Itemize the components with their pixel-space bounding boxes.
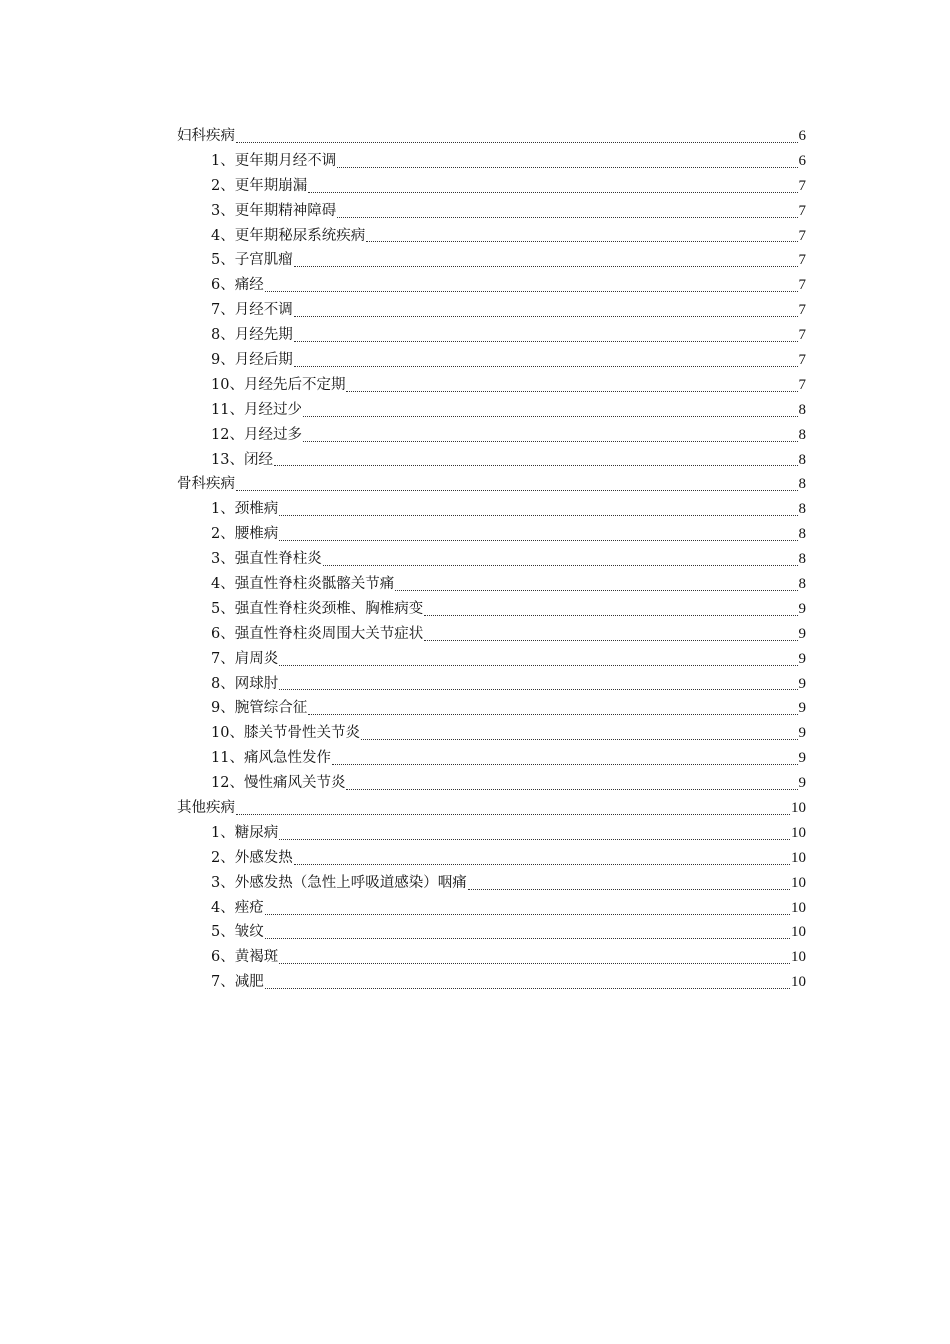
page-number: 10	[791, 874, 806, 891]
toc-entry-title: 5、皱纹	[211, 924, 264, 941]
toc-entry-row[interactable]	[177, 771, 806, 796]
toc-entry-title: 9、月经后期	[211, 352, 293, 368]
dot-leader	[308, 696, 797, 721]
toc-entry-title: 12、月经过多	[211, 426, 302, 443]
toc-entry-row[interactable]	[177, 896, 806, 921]
page-number: 7	[798, 227, 806, 244]
page-number: 8	[798, 476, 806, 493]
toc-entry-title: 2、外感发热	[211, 849, 293, 866]
page-number: 7	[798, 252, 806, 269]
toc-entry-title: 12、慢性痛风关节炎	[211, 775, 346, 792]
page-number: 10	[791, 849, 806, 866]
page-number: 9	[798, 600, 806, 617]
dot-leader	[236, 124, 798, 149]
dot-leader	[303, 423, 798, 448]
toc-entry-title: 5、强直性脊柱炎颈椎、胸椎病变	[211, 600, 424, 617]
toc-entry-title: 3、外感发热（急性上呼吸道感染）咽痛	[211, 874, 467, 891]
toc-entry-title: 3、更年期精神障碍	[211, 202, 337, 219]
dot-leader	[294, 348, 798, 373]
dot-leader	[346, 373, 797, 398]
dot-leader	[332, 746, 798, 771]
toc-entry-row[interactable]	[177, 647, 806, 672]
dot-leader	[424, 597, 797, 622]
page-number: 7	[798, 177, 806, 194]
page-number: 10	[791, 899, 806, 916]
toc-entry-row[interactable]	[177, 945, 806, 970]
page-number: 9	[798, 625, 806, 642]
toc-entry-title: 5、子宫肌瘤	[211, 252, 293, 269]
toc-entry-row[interactable]	[177, 224, 806, 249]
toc-entry-row[interactable]	[177, 721, 806, 746]
dot-leader	[361, 721, 798, 746]
page-number: 9	[798, 775, 806, 792]
toc-entry-row[interactable]	[177, 846, 806, 871]
toc-entry-row[interactable]	[177, 248, 806, 273]
toc-entry-row[interactable]	[177, 746, 806, 771]
dot-leader	[468, 871, 790, 896]
page-number: 8	[798, 501, 806, 518]
dot-leader	[308, 174, 797, 199]
toc-entry-row[interactable]	[177, 448, 806, 473]
dot-leader	[265, 970, 790, 995]
toc-entry-title: 4、强直性脊柱炎骶髂关节痛	[211, 576, 395, 593]
toc-entry-row[interactable]	[177, 298, 806, 323]
dot-leader	[265, 273, 798, 298]
toc-entry-row[interactable]	[177, 149, 806, 174]
toc-section-title: 妇科疾病	[177, 127, 235, 144]
toc-section-title: 其他疾病	[177, 800, 235, 817]
toc-entry-title: 11、痛风急性发作	[211, 750, 331, 767]
toc-entry-row[interactable]	[177, 871, 806, 896]
dot-leader	[323, 547, 798, 572]
dot-leader	[279, 647, 797, 672]
toc-entry-row[interactable]	[177, 970, 806, 995]
dot-leader	[337, 149, 797, 174]
toc-entry-row[interactable]	[177, 348, 806, 373]
page-number: 8	[798, 526, 806, 543]
toc-entry-title: 8、月经先期	[211, 327, 293, 344]
dot-leader	[337, 199, 797, 224]
dot-leader	[236, 472, 798, 497]
dot-leader	[236, 796, 790, 821]
page-number: 9	[798, 675, 806, 692]
page-number: 9	[798, 725, 806, 742]
dot-leader	[265, 896, 790, 921]
dot-leader	[395, 572, 797, 597]
dot-leader	[303, 398, 798, 423]
page-number: 9	[798, 650, 806, 667]
dot-leader	[294, 248, 798, 273]
toc-entry-title: 6、强直性脊柱炎周围大关节症状	[211, 625, 424, 642]
page-number: 8	[798, 426, 806, 443]
dot-leader	[279, 522, 797, 547]
toc-entry-title: 10、膝关节骨性关节炎	[211, 725, 360, 742]
toc-entry-row[interactable]	[177, 522, 806, 547]
toc-entry-title: 1、颈椎病	[211, 501, 279, 518]
toc-entry-title: 8、网球肘	[211, 675, 279, 692]
dot-leader	[279, 672, 797, 697]
page-number: 10	[791, 949, 806, 966]
page-number: 8	[798, 451, 806, 468]
dot-leader	[274, 448, 798, 473]
toc-entry-title: 2、更年期崩漏	[211, 177, 308, 194]
toc-entry-row[interactable]	[177, 199, 806, 224]
page-number: 7	[798, 202, 806, 219]
toc-entry-title: 11、月经过少	[211, 401, 302, 418]
toc-entry-title: 6、痛经	[211, 277, 264, 294]
toc-entry-row[interactable]	[177, 273, 806, 298]
dot-leader	[294, 298, 798, 323]
page-number: 7	[798, 277, 806, 294]
page-number: 7	[798, 352, 806, 368]
toc-entry-row[interactable]	[177, 821, 806, 846]
dot-leader	[366, 224, 797, 249]
dot-leader	[279, 945, 790, 970]
toc-entry-row[interactable]	[177, 373, 806, 398]
page-number: 7	[798, 327, 806, 344]
toc-entry-title: 7、肩周炎	[211, 650, 279, 667]
toc-entry-title: 9、腕管综合征	[211, 700, 308, 717]
page-number: 7	[798, 376, 806, 393]
page-number: 9	[798, 750, 806, 767]
table-of-contents	[177, 124, 806, 995]
toc-section-title: 骨科疾病	[177, 476, 235, 493]
dot-leader	[424, 622, 797, 647]
toc-section-row[interactable]	[177, 796, 806, 821]
toc-entry-title: 13、闭经	[211, 451, 273, 468]
toc-entry-title: 4、更年期秘尿系统疾病	[211, 227, 366, 244]
toc-entry-row[interactable]	[177, 597, 806, 622]
page-number: 6	[798, 127, 806, 144]
dot-leader	[279, 497, 797, 522]
toc-entry-title: 1、糖尿病	[211, 824, 279, 841]
toc-entry-row[interactable]	[177, 696, 806, 721]
toc-entry-row[interactable]	[177, 672, 806, 697]
page-number: 6	[798, 152, 806, 169]
dot-leader	[294, 846, 790, 871]
toc-entry-title: 6、黄褐斑	[211, 949, 279, 966]
toc-entry-title: 7、减肥	[211, 974, 264, 991]
toc-entry-row[interactable]	[177, 398, 806, 423]
page-number: 10	[791, 974, 806, 991]
toc-entry-title: 2、腰椎病	[211, 526, 279, 543]
toc-entry-title: 3、强直性脊柱炎	[211, 551, 322, 568]
toc-entry-row[interactable]	[177, 174, 806, 199]
page-number: 10	[791, 824, 806, 841]
toc-entry-row[interactable]	[177, 323, 806, 348]
dot-leader	[346, 771, 797, 796]
toc-section-row[interactable]	[177, 124, 806, 149]
toc-entry-row[interactable]	[177, 423, 806, 448]
dot-leader	[294, 323, 798, 348]
toc-entry-row[interactable]	[177, 921, 806, 946]
page-number: 8	[798, 401, 806, 418]
page-number: 8	[798, 551, 806, 568]
toc-entry-title: 4、痤疮	[211, 899, 264, 916]
page-number: 8	[798, 576, 806, 593]
toc-entry-row[interactable]	[177, 622, 806, 647]
page-number: 10	[791, 924, 806, 941]
toc-entry-title: 10、月经先后不定期	[211, 376, 346, 393]
page-number: 7	[798, 302, 806, 319]
toc-entry-title: 7、月经不调	[211, 302, 293, 319]
toc-entry-row[interactable]	[177, 547, 806, 572]
dot-leader	[265, 921, 790, 946]
toc-entry-row[interactable]	[177, 572, 806, 597]
page-number: 10	[791, 800, 806, 817]
dot-leader	[279, 821, 790, 846]
toc-entry-row[interactable]	[177, 497, 806, 522]
toc-entry-title: 1、更年期月经不调	[211, 152, 337, 169]
toc-section-row[interactable]	[177, 472, 806, 497]
page-number: 9	[798, 700, 806, 717]
